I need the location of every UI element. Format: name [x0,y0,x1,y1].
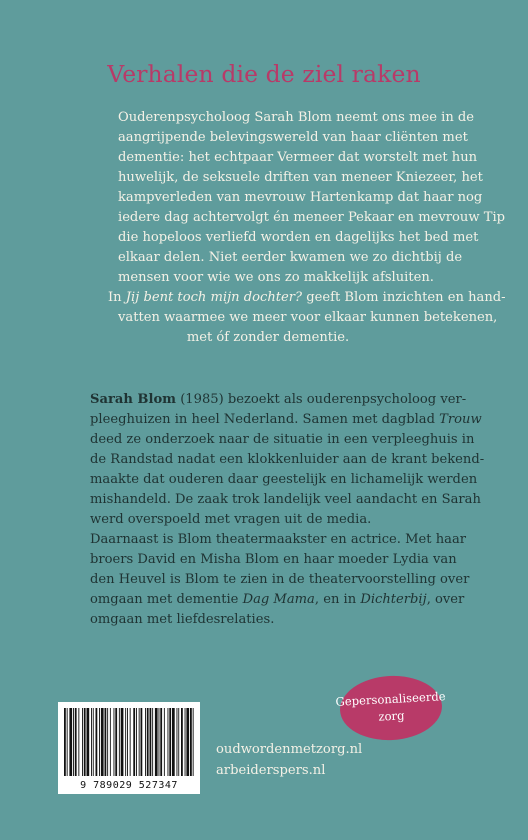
bio-line: omgaan met liefdesrelaties. [90,612,275,627]
bio-line: deed ze onderzoek naar de situatie in een verpleeghuis in [90,432,475,447]
blurb-line: mensen voor wie we ons zo makkelijk afsluiten. [118,270,434,285]
barcode-bar [152,708,153,776]
barcode-bar [139,708,140,776]
barcode-bar [87,708,90,776]
bio-line: werd overspoeld met vragen uit de media. [90,512,372,527]
barcode-bar [78,708,79,776]
barcode-bar [127,708,128,776]
barcode-bar [67,708,68,776]
barcode-bar [64,708,66,776]
barcode-bar [160,708,162,776]
bio-line: mishandeld. De zaak trok landelijk veel aandacht en Sarah [90,492,481,507]
barcode-bar [172,708,175,776]
barcode-bar [119,708,120,776]
barcode-bar [168,708,169,776]
barcode-bar [185,708,186,776]
barcode-bars [62,708,196,776]
barcode-bar [147,708,149,776]
barcode-bar [136,708,137,776]
isbn-number: 9 789029 527347 [80,780,178,791]
bio-line [90,390,467,410]
barcode-bar [150,708,152,776]
blurb-line: die hopeloos verliefd worden en dagelijks het bed met [118,230,479,245]
blurb-line [108,288,506,308]
barcode-bar [133,708,135,776]
blurb-line: kampverleden van mevrouw Hartenkamp dat haar nog [118,190,483,205]
play-title: Dichterbij [360,592,427,607]
barcode-bar [169,708,171,776]
barcode-bar [141,708,143,776]
barcode-bar [69,708,72,776]
barcode-bar [190,708,192,776]
bio-text: , en in [314,592,361,607]
blurb-text: In [108,290,126,305]
barcode-bar [110,708,111,776]
author-bio [90,390,485,630]
barcode-bar [155,708,158,776]
barcode-bar [125,708,126,776]
barcode-bar [164,708,165,776]
barcode-bar [114,708,115,776]
barcode-bar [186,708,189,776]
barcode-bar [91,708,92,776]
barcode-bar [115,708,117,776]
book-blurb [108,108,506,348]
blurb-line: elkaar delen. Niet eerder kwamen we zo dichtbij de [118,250,463,265]
bio-text: pleeghuizen in heel Nederland. Samen met dagblad [90,412,440,427]
barcode-bar [177,708,178,776]
barcode-bar [96,708,98,776]
barcode-bar [75,708,77,776]
blurb-line: vatten waarmee we meer voor elkaar kunnen betekenen, [118,310,498,325]
barcode-bar [73,708,74,776]
bio-line [90,590,465,610]
bio-text: omgaan met dementie [90,592,243,607]
barcode-bar [121,708,124,776]
blurb-line: aangrijpende belevingswereld van haar cliënten met [118,130,468,145]
bio-line: maakte dat ouderen daar geestelijk en lichamelijk werden [90,472,478,487]
barcode-bar [130,708,131,776]
blurb-line: iedere dag achtervolgt én meneer Pekaar en mevrouw Tip [118,210,506,225]
barcode-bar [107,708,108,776]
bio-text: (1985) bezoekt als ouderenpsycholoog ver- [176,392,467,407]
author-name: Sarah Blom [90,392,177,407]
blurb-line: met óf zonder dementie. [186,330,350,345]
isbn-barcode [58,702,200,794]
badge-line: zorg [378,708,405,724]
bio-text: , over [426,592,465,607]
book-title: Jij bent toch mijn dochter? [125,290,303,305]
cover-headline: Verhalen die de ziel raken [107,60,421,88]
barcode-bar [84,708,86,776]
badge-line: Gepersonaliseerde [335,689,446,709]
blurb-text: geeft Blom inzichten en hand- [302,290,506,305]
barcode-bar [101,708,104,776]
website-link[interactable]: oudwordenmetzorg.nl [216,742,363,757]
bio-line: Daarnaast is Blom theatermaakster en actrice. Met haar [90,532,467,547]
barcode-bar [145,708,146,776]
blurb-line: huwelijk, de seksuele driften van meneer Kniezeer, het [118,170,483,185]
newspaper-name: Trouw [439,412,482,427]
bio-line: broers David en Misha Blom en haar moeder Lydia van [90,552,457,567]
bio-line: den Heuvel is Blom te zien in de theatervoorstelling over [90,572,470,587]
barcode-bar [93,708,94,776]
barcode-bar [178,708,179,776]
barcode-bar [105,708,107,776]
barcode-bar [193,708,194,776]
play-title: Dag Mama [242,592,315,607]
barcode-bar [181,708,183,776]
bio-line: de Randstad nadat een klokkenluider aan de krant bekend- [90,452,485,467]
website-link[interactable]: arbeiderspers.nl [216,763,326,778]
personalized-care-badge [335,673,446,742]
barcode-bar [99,708,100,776]
blurb-line: Ouderenpsycholoog Sarah Blom neemt ons mee in de [118,110,475,125]
bio-line [90,410,482,430]
barcode-bar [82,708,83,776]
blurb-line: dementie: het echtpaar Vermeer dat worstelt met hun [118,150,478,165]
barcode-bar [159,708,160,776]
